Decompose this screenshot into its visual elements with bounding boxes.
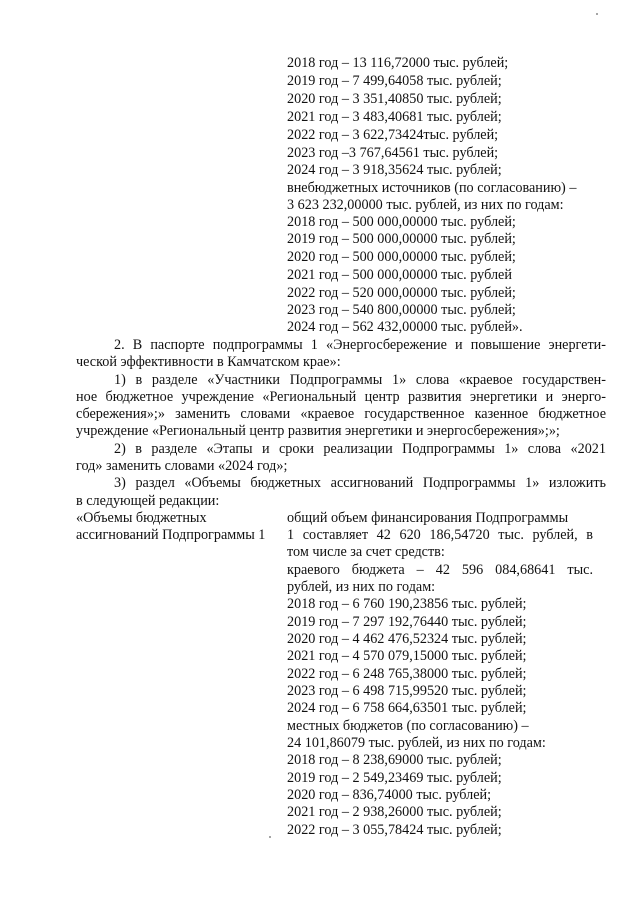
item-2-3-line: в следующей редакции:: [76, 493, 220, 509]
table-left-cell-line: «Объемы бюджетных: [76, 510, 207, 526]
paragraph-2-line: ческой эффективности в Камчатском крае»:: [76, 354, 341, 370]
top-block-line: 2022 год – 520 000,00000 тыс. рублей;: [287, 285, 516, 301]
scan-speck: [596, 13, 598, 15]
top-block-line: 2024 год – 562 432,00000 тыс. рублей».: [287, 319, 523, 335]
table-right-cell-line: 24 101,86079 тыс. рублей, из них по годам:: [287, 735, 546, 751]
table-right-cell-line: 2021 год – 2 938,26000 тыс. рублей;: [287, 804, 502, 820]
item-2-1-line: ное бюджетное учреждение «Региональный центр развития энергетики и энерго-: [76, 389, 606, 405]
item-2-3-line: 3) раздел «Объемы бюджетных ассигнований Подпрограммы 1» изложить: [114, 475, 606, 491]
item-2-1-line: сбережения»;» заменить словами «краевое государственное казенное бюджетное: [76, 406, 606, 422]
table-right-cell-line: том числе за счет средств:: [287, 544, 445, 560]
top-block-line: 2021 год – 500 000,00000 тыс. рублей: [287, 267, 512, 283]
table-right-cell-line: 2019 год – 7 297 192,76440 тыс. рублей;: [287, 614, 527, 630]
scan-speck: [269, 836, 271, 838]
item-2-2-line: 2) в разделе «Этапы и сроки реализации Подпрограммы 1» слова «2021: [114, 441, 606, 457]
table-right-cell-line: 2022 год – 6 248 765,38000 тыс. рублей;: [287, 666, 527, 682]
table-right-cell-line: 2020 год – 4 462 476,52324 тыс. рублей;: [287, 631, 527, 647]
table-right-cell-line: местных бюджетов (по согласованию) –: [287, 718, 529, 734]
top-block-line: 2021 год – 3 483,40681 тыс. рублей;: [287, 109, 502, 125]
top-block-line: 2019 год – 7 499,64058 тыс. рублей;: [287, 73, 502, 89]
table-right-cell-line: 2023 год – 6 498 715,99520 тыс. рублей;: [287, 683, 527, 699]
table-right-cell-line: 2018 год – 8 238,69000 тыс. рублей;: [287, 752, 502, 768]
table-right-cell-line: краевого бюджета – 42 596 084,68641 тыс.: [287, 562, 593, 578]
table-left-cell-line: ассигнований Подпрограммы 1: [76, 527, 266, 543]
table-right-cell-line: 2022 год – 3 055,78424 тыс. рублей;: [287, 822, 502, 838]
table-right-cell-line: 2024 год – 6 758 664,63501 тыс. рублей;: [287, 700, 527, 716]
top-block-line: 2023 год –3 767,64561 тыс. рублей;: [287, 145, 499, 161]
table-right-cell-line: 2021 год – 4 570 079,15000 тыс. рублей;: [287, 648, 527, 664]
top-block-line: внебюджетных источников (по согласованию) –: [287, 180, 577, 196]
item-2-1-line: 1) в разделе «Участники Подпрограммы 1» слова «краевое государствен-: [114, 372, 606, 388]
top-block-line: 2023 год – 540 800,00000 тыс. рублей;: [287, 302, 516, 318]
top-block-line: 2024 год – 3 918,35624 тыс. рублей;: [287, 162, 502, 178]
top-block-line: 2018 год – 500 000,00000 тыс. рублей;: [287, 214, 516, 230]
item-2-2-line: год» заменить словами «2024 год»;: [76, 458, 288, 474]
table-right-cell-line: 2019 год – 2 549,23469 тыс. рублей;: [287, 770, 502, 786]
paragraph-2-line: 2. В паспорте подпрограммы 1 «Энергосбережение и повышение энергети-: [114, 337, 606, 353]
top-block-line: 2018 год – 13 116,72000 тыс. рублей;: [287, 55, 509, 71]
table-right-cell-line: рублей, из них по годам:: [287, 579, 436, 595]
top-block-line: 3 623 232,00000 тыс. рублей, из них по годам:: [287, 197, 564, 213]
table-right-cell-line: 2018 год – 6 760 190,23856 тыс. рублей;: [287, 596, 527, 612]
top-block-line: 2020 год – 3 351,40850 тыс. рублей;: [287, 91, 502, 107]
item-2-1-line: учреждение «Региональный центр развития энергетики и энергосбережения»;»;: [76, 423, 560, 439]
table-right-cell-line: 1 составляет 42 620 186,54720 тыс. рублей, в: [287, 527, 593, 543]
top-block-line: 2019 год – 500 000,00000 тыс. рублей;: [287, 231, 516, 247]
top-block-line: 2022 год – 3 622,73424тыс. рублей;: [287, 127, 499, 143]
table-right-cell-line: 2020 год – 836,74000 тыс. рублей;: [287, 787, 492, 803]
top-block-line: 2020 год – 500 000,00000 тыс. рублей;: [287, 249, 516, 265]
table-right-cell-line: общий объем финансирования Подпрограммы: [287, 510, 569, 526]
